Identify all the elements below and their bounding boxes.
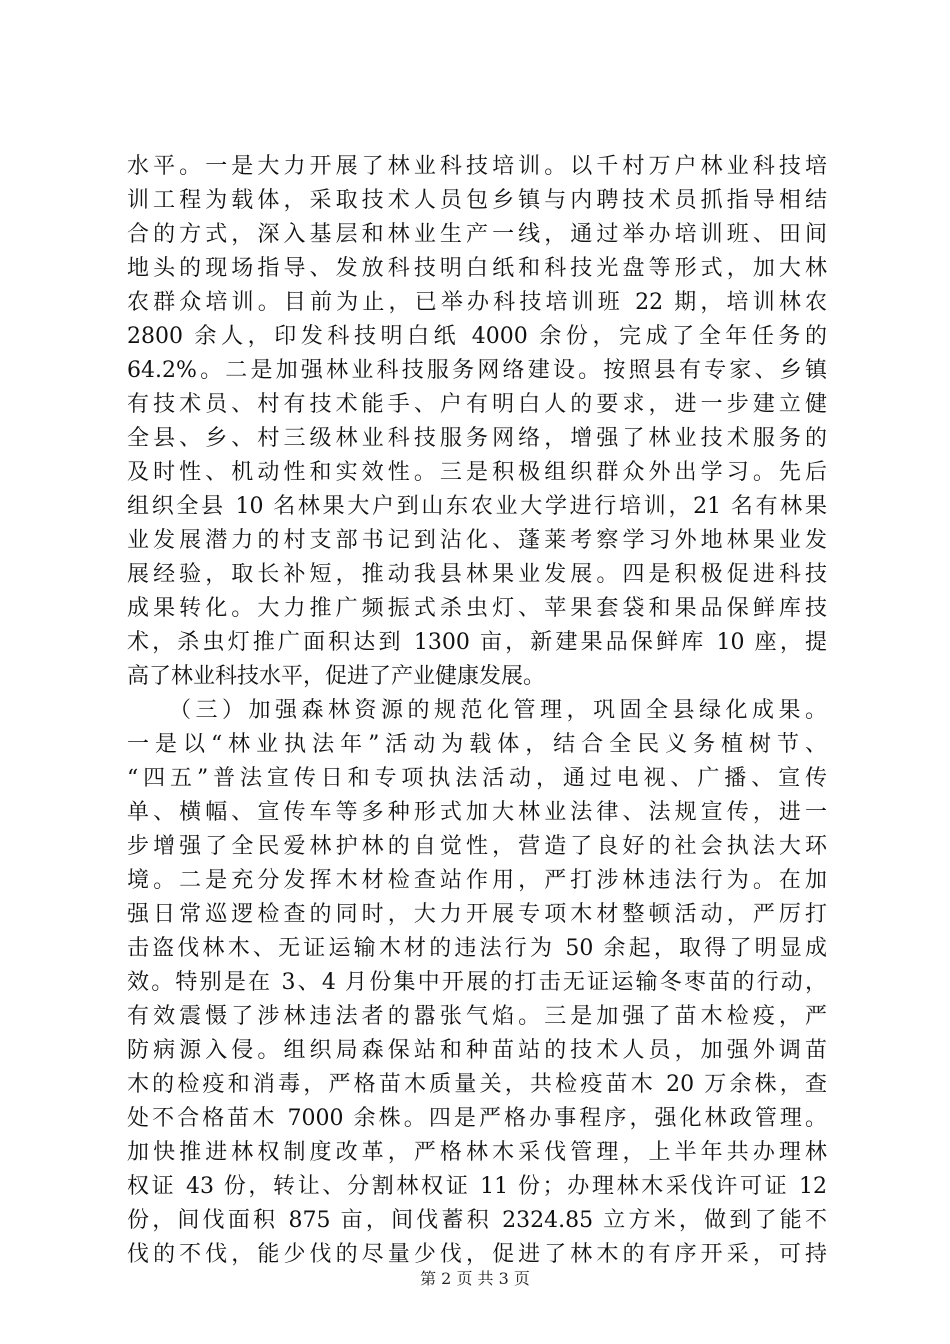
text-line: 处不合格苗木 7000 余株。四是严格办事程序，强化林政管理。 bbox=[127, 1106, 827, 1131]
text-line: 木的检疫和消毒，严格苗木质量关，共检疫苗木 20 万余株，查 bbox=[127, 1072, 827, 1097]
text-line: 击盗伐林木、无证运输木材的违法行为 50 余起，取得了明显成 bbox=[127, 936, 827, 961]
text-line: 一是以“林业执法年”活动为载体，结合全民义务植树节、 bbox=[127, 732, 827, 757]
text-line: 展经验，取长补短，推动我县林果业发展。四是积极促进科技 bbox=[127, 562, 827, 587]
text-line: 业发展潜力的村支部书记到沾化、蓬莱考察学习外地林果业发 bbox=[127, 528, 827, 553]
text-line: 地头的现场指导、发放科技明白纸和科技光盘等形式，加大林 bbox=[127, 256, 827, 281]
text-line: 训工程为载体，采取技术人员包乡镇与内聘技术员抓指导相结 bbox=[127, 188, 827, 213]
paragraph-end-line: 高了林业科技水平，促进了产业健康发展。 bbox=[127, 664, 546, 689]
text-line: 成果转化。大力推广频振式杀虫灯、苹果套袋和果品保鲜库技 bbox=[127, 596, 827, 621]
text-line: 组织全县 10 名林果大户到山东农业大学进行培训，21 名有林果 bbox=[127, 494, 827, 519]
text-line: 合的方式，深入基层和林业生产一线，通过举办培训班、田间 bbox=[127, 222, 827, 247]
text-line: 水平。一是大力开展了林业科技培训。以千村万户林业科技培 bbox=[127, 154, 827, 179]
text-line: 术，杀虫灯推广面积达到 1300 亩，新建果品保鲜库 10 座，提 bbox=[127, 630, 827, 655]
text-line: 及时性、机动性和实效性。三是积极组织群众外出学习。先后 bbox=[127, 460, 827, 485]
document-body bbox=[127, 150, 827, 1272]
text-line: 有技术员、村有技术能手、户有明白人的要求，进一步建立健 bbox=[127, 392, 827, 417]
text-line: 加快推进林权制度改革，严格林木采伐管理，上半年共办理林 bbox=[127, 1140, 827, 1165]
page-number-footer: 第 2 页 共 3 页 bbox=[420, 1269, 530, 1288]
text-line: 份，间伐面积 875 亩，间伐蓄积 2324.85 立方米，做到了能不 bbox=[127, 1208, 827, 1233]
text-line: 权证 43 份，转让、分割林权证 11 份；办理林木采伐许可证 12 bbox=[127, 1174, 827, 1199]
text-line: 单、横幅、宣传车等多种形式加大林业法律、法规宣传，进一 bbox=[127, 800, 827, 825]
text-line: 境。二是充分发挥木材检查站作用，严打涉林违法行为。在加 bbox=[127, 868, 827, 893]
text-line: 步增强了全民爱林护林的自觉性，营造了良好的社会执法大环 bbox=[127, 834, 827, 859]
section-heading-line: （三）加强森林资源的规范化管理，巩固全县绿化成果。 bbox=[127, 698, 827, 723]
text-line: 64.2%。二是加强林业科技服务网络建设。按照县有专家、乡镇 bbox=[127, 358, 827, 383]
text-line: “四五”普法宣传日和专项执法活动，通过电视、广播、宣传 bbox=[127, 766, 827, 791]
text-line: 有效震慑了涉林违法者的嚣张气焰。三是加强了苗木检疫，严 bbox=[127, 1004, 827, 1029]
text-line: 效。特别是在 3、4 月份集中开展的打击无证运输冬枣苗的行动， bbox=[127, 970, 827, 995]
text-line: 农群众培训。目前为止，已举办科技培训班 22 期，培训林农 bbox=[127, 290, 827, 315]
text-line: 防病源入侵。组织局森保站和种苗站的技术人员，加强外调苗 bbox=[127, 1038, 827, 1063]
text-line: 全县、乡、村三级林业科技服务网络，增强了林业技术服务的 bbox=[127, 426, 827, 451]
text-line: 强日常巡逻检查的同时，大力开展专项木材整顿活动，严厉打 bbox=[127, 902, 827, 927]
text-line: 伐的不伐，能少伐的尽量少伐，促进了林木的有序开采，可持 bbox=[127, 1242, 827, 1267]
text-line: 2800 余人，印发科技明白纸 4000 余份，完成了全年任务的 bbox=[127, 324, 827, 349]
